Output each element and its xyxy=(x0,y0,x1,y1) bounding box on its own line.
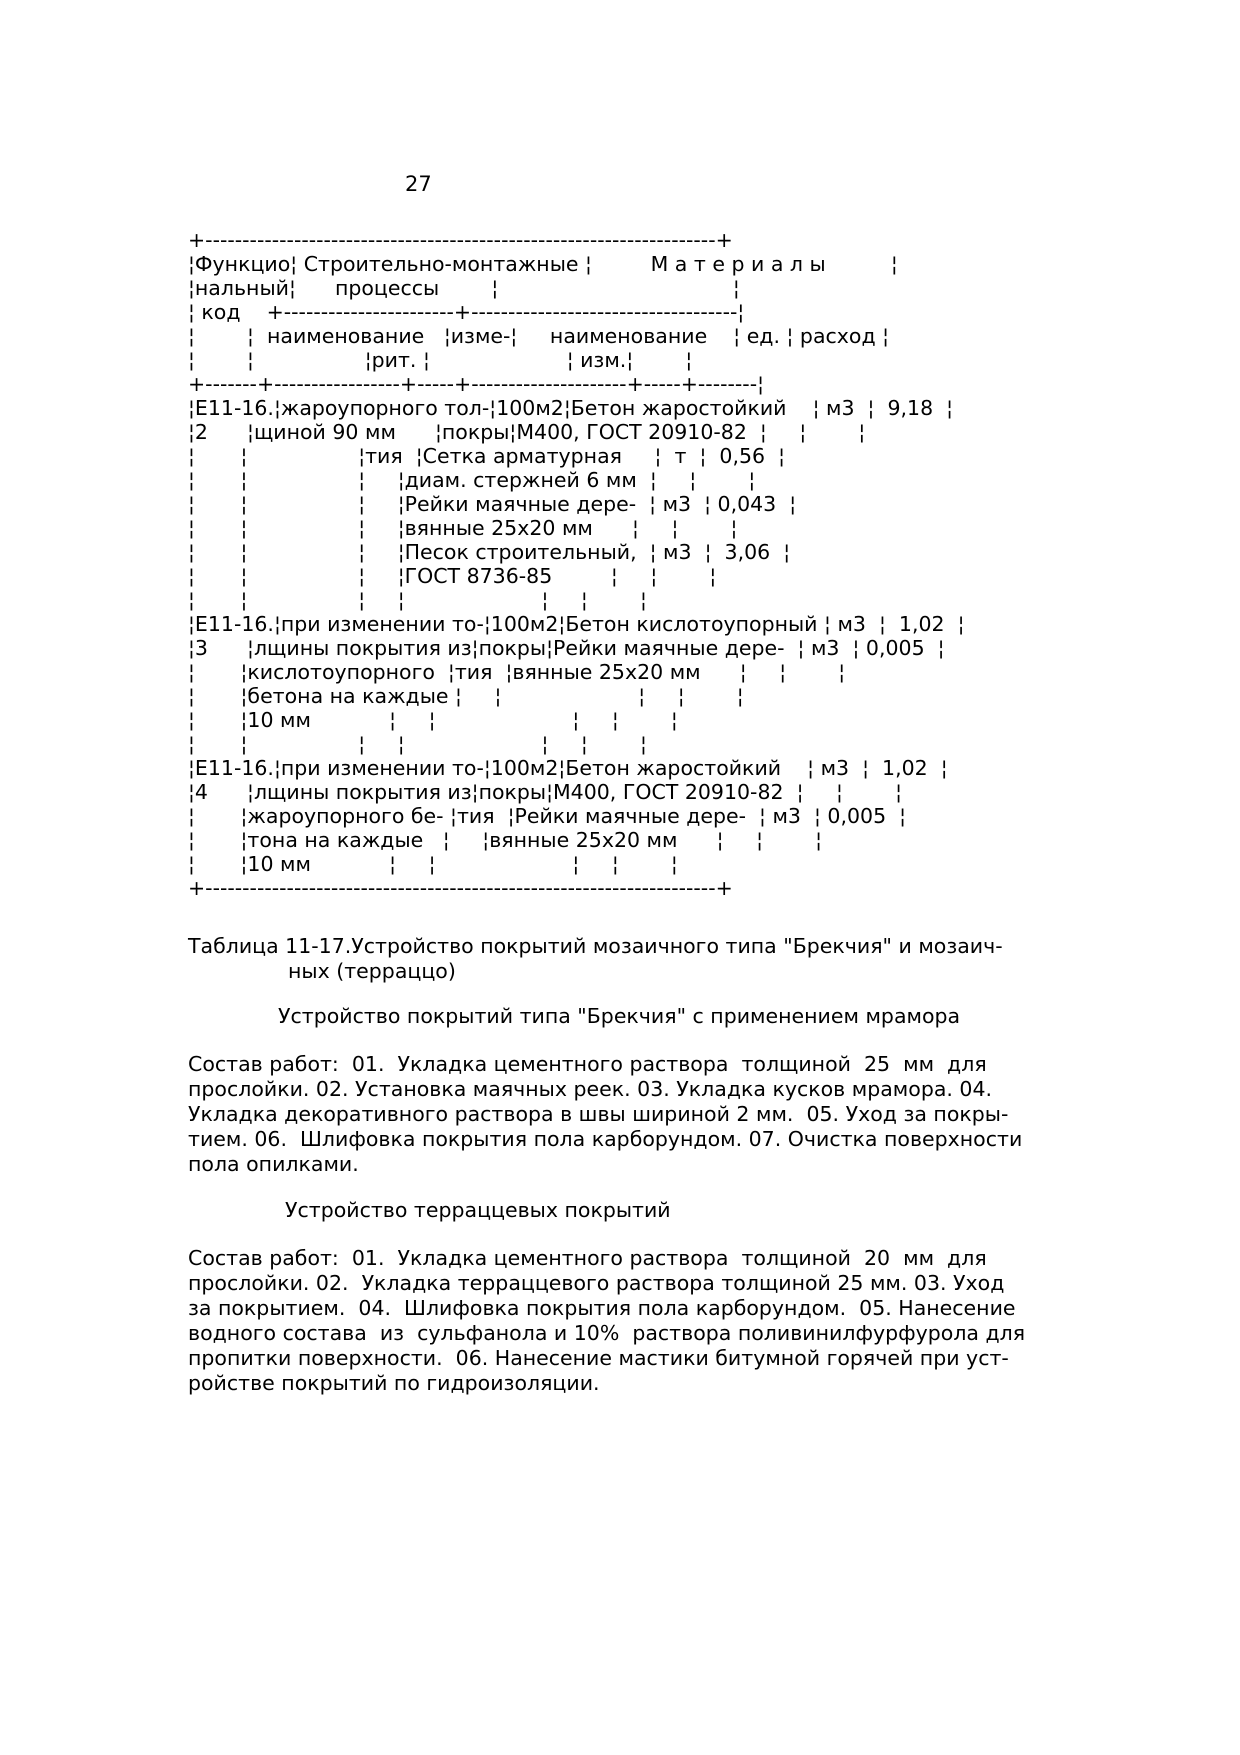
table-line: ¦ ¦тона на каждые ¦ ¦вянные 25х20 мм ¦ ¦ ¦ xyxy=(188,828,823,852)
table-line: ¦нальный¦ процессы ¦ ¦ xyxy=(188,276,740,300)
table-line: ¦ ¦ ¦ ¦Рейки маячные дере- ¦ м3 ¦ 0,043 ¦ xyxy=(188,492,797,516)
table-line: ¦Функцио¦ Строительно-монтажные ¦ М а т е р и а л ы ¦ xyxy=(188,252,898,276)
table-line: ¦Е11-16.¦при изменении то-¦100м2¦Бетон кислотоупорный ¦ м3 ¦ 1,02 ¦ xyxy=(188,612,965,636)
table-line: +---------------------------------------------------------------------+ xyxy=(188,228,733,252)
table-line: ¦ ¦ наименование ¦изме-¦ наименование ¦ ед. ¦ расход ¦ xyxy=(188,324,890,348)
table-line: ¦ ¦ ¦ ¦ ¦ ¦ ¦ xyxy=(188,732,647,756)
table-line: ¦ ¦бетона на каждые ¦ ¦ ¦ ¦ ¦ xyxy=(188,684,744,708)
paragraph-line: тием. 06. Шлифовка покрытия пола карборундом. 07. Очистка поверхности xyxy=(188,1127,1023,1151)
paragraph-line: ройстве покрытий по гидроизоляции. xyxy=(188,1371,600,1395)
table-line: ¦ ¦ ¦ ¦диам. стержней 6 мм ¦ ¦ ¦ xyxy=(188,468,756,492)
table-line: ¦ ¦жароупорного бе- ¦тия ¦Рейки маячные дере- ¦ м3 ¦ 0,005 ¦ xyxy=(188,804,907,828)
table-line: ¦ ¦ ¦ ¦вянные 25х20 мм ¦ ¦ ¦ xyxy=(188,516,738,540)
work-composition-breccia xyxy=(188,1052,1068,1177)
table-line: ¦2 ¦щиной 90 мм ¦покры¦М400, ГОСТ 20910-82 ¦ ¦ ¦ xyxy=(188,420,866,444)
table-line: ¦ ¦10 мм ¦ ¦ ¦ ¦ ¦ xyxy=(188,708,678,732)
table-line: +-------+-----------------+-----+---------------------+-----+--------¦ xyxy=(188,372,764,396)
table-line: ¦ ¦ ¦рит. ¦ ¦ изм.¦ ¦ xyxy=(188,348,693,372)
paragraph-line: Укладка декоративного раствора в швы шириной 2 мм. 05. Уход за покры- xyxy=(188,1102,1009,1126)
table-line: ¦ ¦ ¦ ¦ ¦ ¦ ¦ xyxy=(188,588,647,612)
paragraph-line: прослойки. 02. Установка маячных реек. 03. Укладка кусков мрамора. 04. xyxy=(188,1077,993,1101)
table-line: ¦4 ¦лщины покрытия из¦покры¦М400, ГОСТ 20910-82 ¦ ¦ ¦ xyxy=(188,780,902,804)
table-line: ¦ ¦10 мм ¦ ¦ ¦ ¦ ¦ xyxy=(188,852,678,876)
table-line: +---------------------------------------------------------------------+ xyxy=(188,876,733,900)
table-line: ¦ код +-----------------------+------------------------------------¦ xyxy=(188,300,745,324)
table-line: ¦ ¦ ¦ ¦ГОСТ 8736-85 ¦ ¦ ¦ xyxy=(188,564,717,588)
caption-line-1: Таблица 11-17.Устройство покрытий мозаичного типа "Брекчия" и мозаич- xyxy=(188,934,1003,958)
table-line: ¦ ¦ ¦тия ¦Сетка арматурная ¦ т ¦ 0,56 ¦ xyxy=(188,444,785,468)
table-line: ¦Е11-16.¦при изменении то-¦100м2¦Бетон жаростойкий ¦ м3 ¦ 1,02 ¦ xyxy=(188,756,948,780)
paragraph-line: прослойки. 02. Укладка терраццевого раствора толщиной 25 мм. 03. Уход xyxy=(188,1271,1005,1295)
paragraph-line: водного состава из сульфанола и 10% раствора поливинилфурфурола для xyxy=(188,1321,1026,1345)
paragraph-line: пола опилками. xyxy=(188,1152,359,1176)
table-line: ¦ ¦кислотоупорного ¦тия ¦вянные 25х20 мм ¦ ¦ ¦ xyxy=(188,660,846,684)
paragraph-line: Состав работ: 01. Укладка цементного раствора толщиной 20 мм для xyxy=(188,1246,987,1270)
section-heading-breccia: Устройство покрытий типа "Брекчия" с применением мрамора xyxy=(278,1004,961,1028)
table-line: ¦Е11-16.¦жароупорного тол-¦100м2¦Бетон жаростойкий ¦ м3 ¦ 9,18 ¦ xyxy=(188,396,954,420)
paragraph-line: пропитки поверхности. 06. Нанесение мастики битумной горячей при уст- xyxy=(188,1346,1009,1370)
paragraph-line: за покрытием. 04. Шлифовка покрытия пола карборундом. 05. Нанесение xyxy=(188,1296,1016,1320)
paragraph-line: Состав работ: 01. Укладка цементного раствора толщиной 25 мм для xyxy=(188,1052,987,1076)
table-caption xyxy=(188,934,1068,984)
section-heading-terrazzo: Устройство терраццевых покрытий xyxy=(285,1198,671,1222)
table-line: ¦3 ¦лщины покрытия из¦покры¦Рейки маячные дере- ¦ м3 ¦ 0,005 ¦ xyxy=(188,636,945,660)
work-composition-terrazzo xyxy=(188,1246,1068,1396)
table-line: ¦ ¦ ¦ ¦Песок строительный, ¦ м3 ¦ 3,06 ¦ xyxy=(188,540,791,564)
page-number: 27 xyxy=(405,172,432,196)
caption-line-2: ных (терраццо) xyxy=(288,959,456,983)
